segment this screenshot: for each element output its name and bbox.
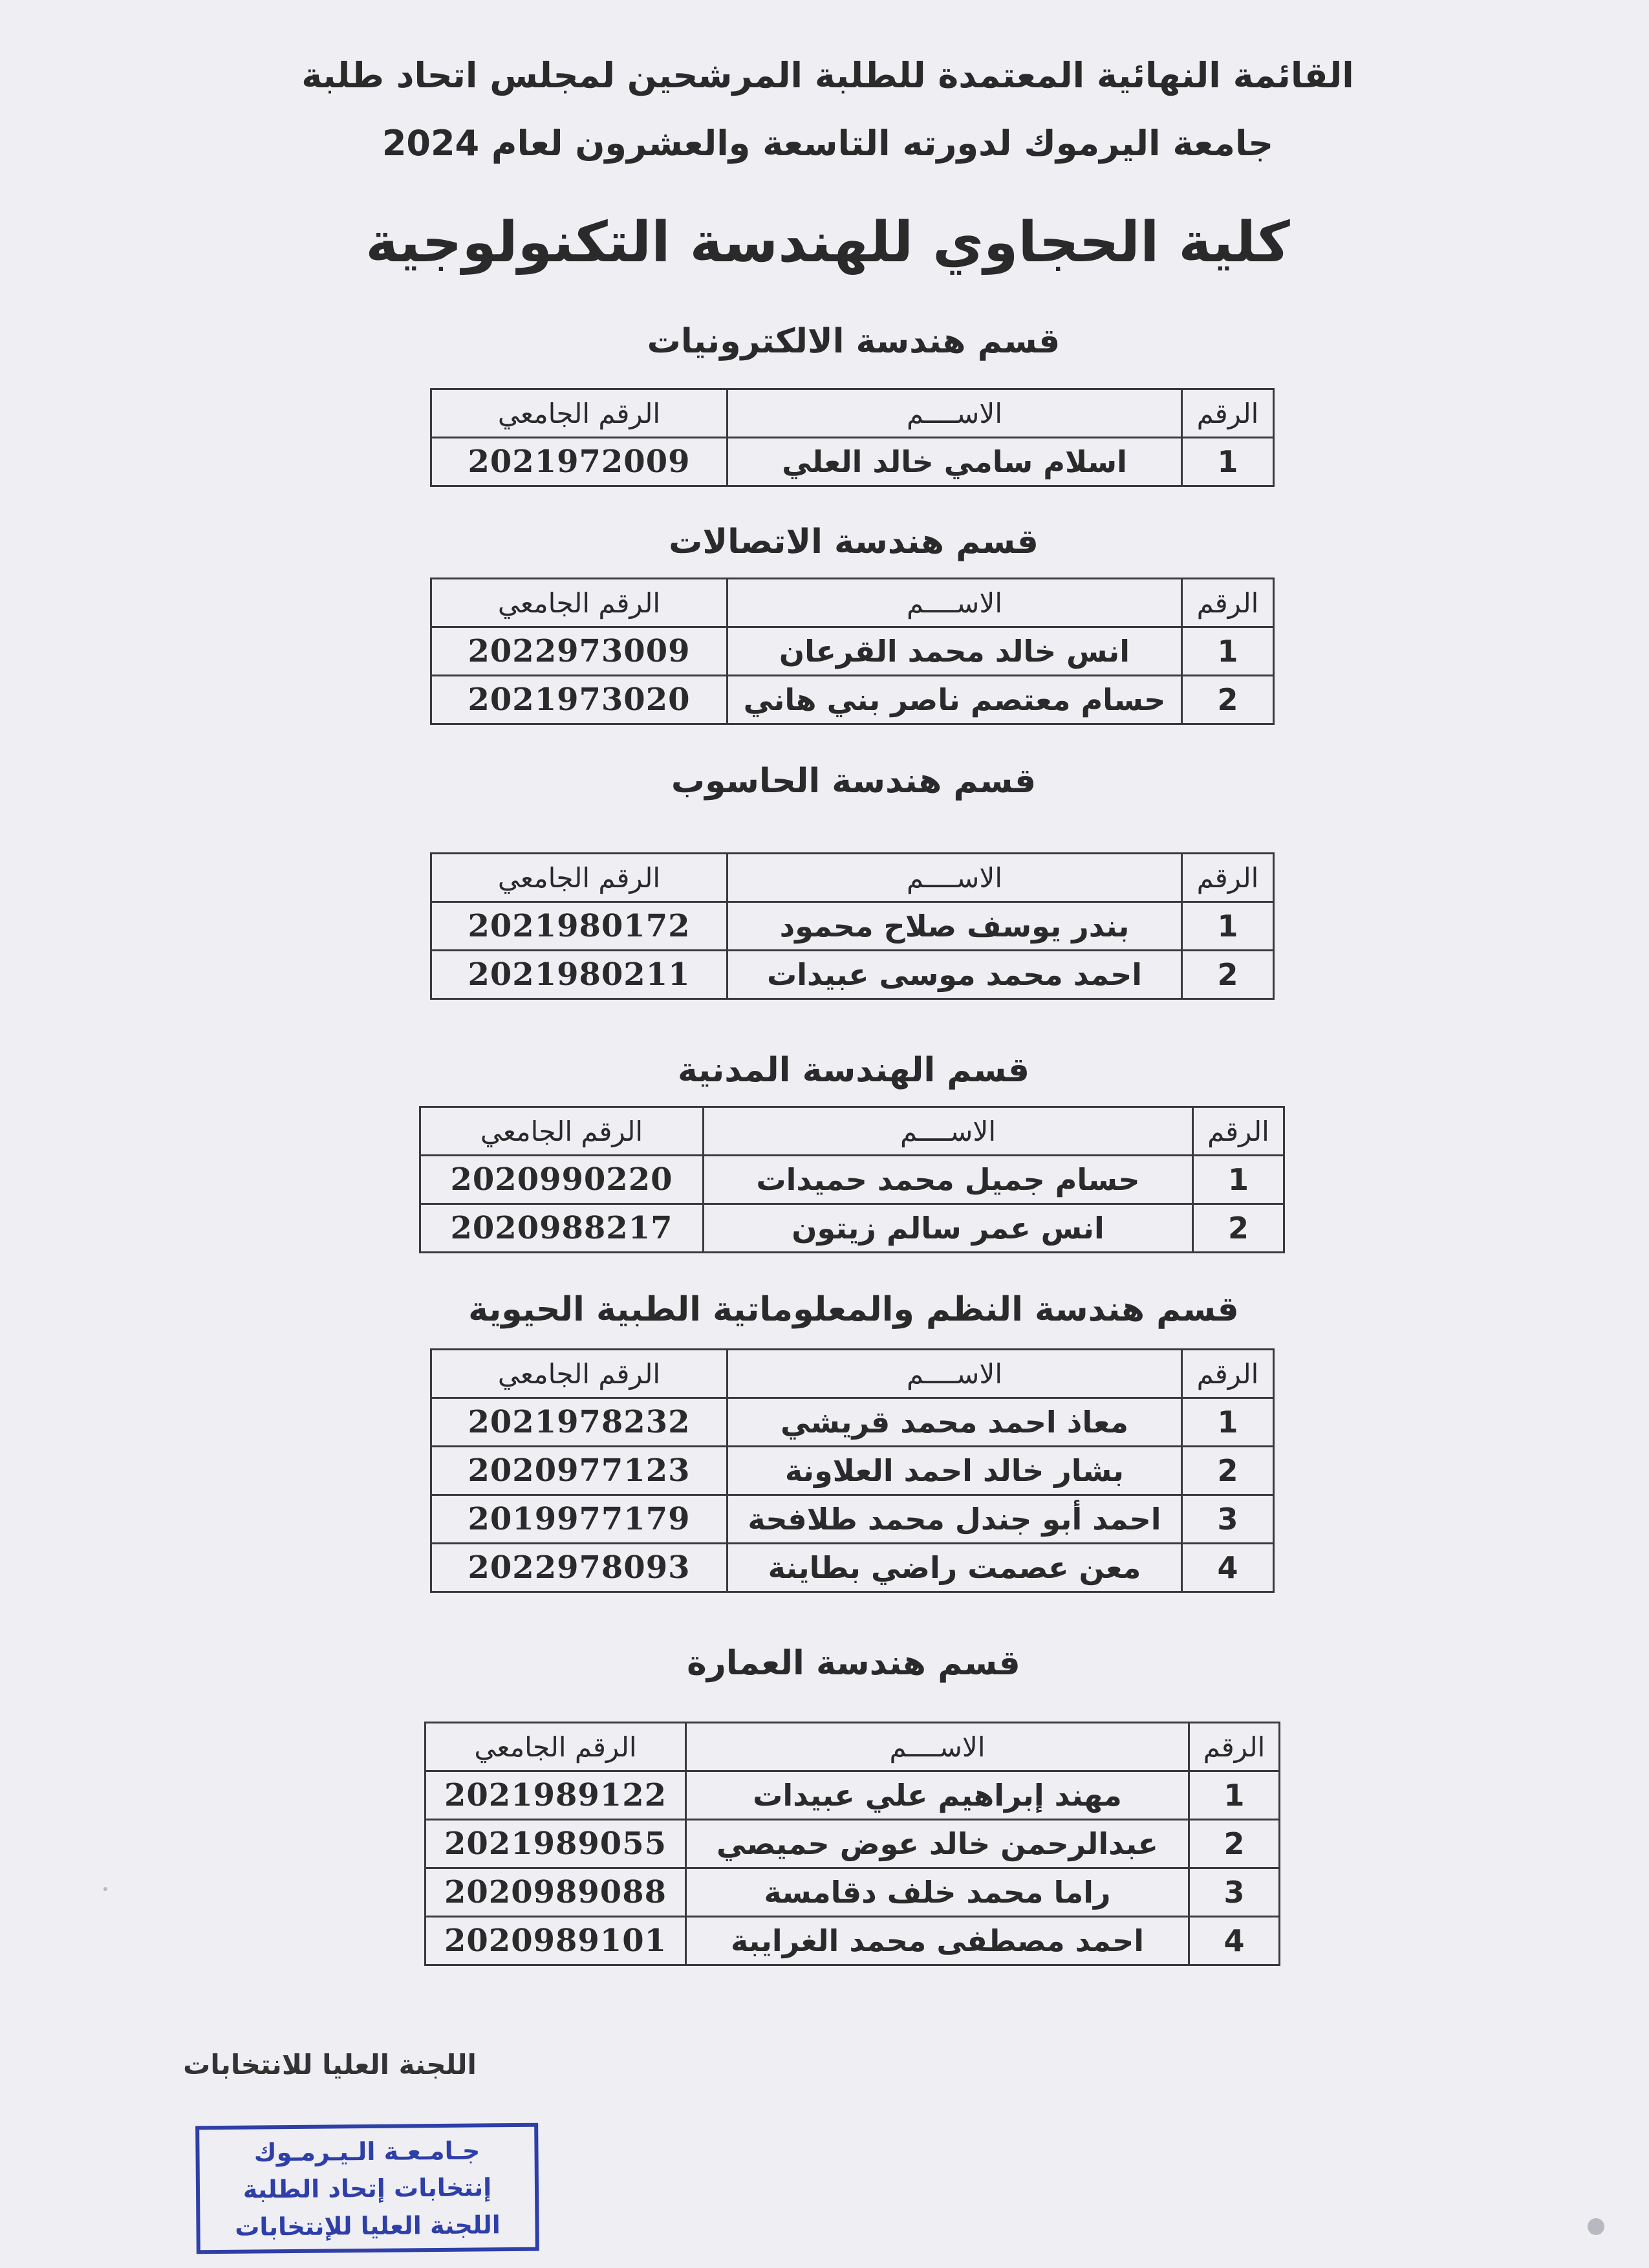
row-uid: 2021989122: [426, 1771, 686, 1820]
faculty-title: كلية الحجاوي للهندسة التكنولوجية: [365, 210, 1290, 275]
election-committee-stamp: [195, 2123, 539, 2254]
table-row: [426, 1917, 1280, 1965]
table-row: [431, 627, 1274, 676]
row-name: مهند إبراهيم علي عبيدات: [686, 1771, 1189, 1820]
col-header-uid: الرقم الجامعي: [426, 1723, 686, 1771]
table-row: [431, 951, 1274, 999]
row-name: احمد محمد موسى عبيدات: [727, 951, 1182, 999]
header-line-1: القائمة النهائية المعتمدة للطلبة المرشحين لمجلس اتحاد طلبة: [301, 55, 1354, 96]
row-name: معن عصمت راضي بطاينة: [727, 1544, 1182, 1592]
col-header-uid: الرقم الجامعي: [420, 1107, 704, 1156]
row-num: 1: [1182, 627, 1274, 676]
dept-table-civil: [419, 1106, 1285, 1253]
table-row: [431, 1398, 1274, 1447]
row-uid: 2021989055: [426, 1820, 686, 1868]
row-name: بشار خالد احمد العلاونة: [727, 1447, 1182, 1495]
dept-title-civil: قسم الهندسة المدنية: [677, 1051, 1030, 1090]
row-num: 4: [1189, 1917, 1280, 1965]
row-num: 1: [1182, 902, 1274, 951]
dept-title-biomedical: قسم هندسة النظم والمعلوماتية الطبية الحيوية: [468, 1290, 1239, 1329]
row-uid: 2020989101: [426, 1917, 686, 1965]
table-header-row: [431, 1350, 1274, 1398]
row-uid: 2021980211: [431, 951, 727, 999]
table-row: [431, 1447, 1274, 1495]
row-name: راما محمد خلف دقامسة: [686, 1868, 1189, 1917]
col-header-uid: الرقم الجامعي: [431, 854, 727, 902]
row-name: حسام جميل محمد حميدات: [704, 1156, 1193, 1204]
row-uid: 2019977179: [431, 1495, 727, 1544]
col-header-num: الرقم: [1182, 579, 1274, 627]
row-name: اسلام سامي خالد العلي: [727, 438, 1182, 486]
col-header-num: الرقم: [1182, 389, 1274, 438]
col-header-uid: الرقم الجامعي: [431, 579, 727, 627]
scan-speck: [1588, 2218, 1604, 2235]
table-row: [426, 1771, 1280, 1820]
table-row: [431, 902, 1274, 951]
col-header-name: الاســــم: [704, 1107, 1193, 1156]
row-name: انس خالد محمد القرعان: [727, 627, 1182, 676]
table-header-row: [431, 579, 1274, 627]
row-name: بندر يوسف صلاح محمود: [727, 902, 1182, 951]
row-num: 4: [1182, 1544, 1274, 1592]
row-uid: 2022978093: [431, 1544, 727, 1592]
row-name: معاذ احمد محمد قريشي: [727, 1398, 1182, 1447]
table-row: [420, 1156, 1284, 1204]
row-uid: 2022973009: [431, 627, 727, 676]
table-header-row: [426, 1723, 1280, 1771]
row-uid: 2020988217: [420, 1204, 704, 1253]
row-num: 2: [1182, 951, 1274, 999]
table-row: [426, 1820, 1280, 1868]
dept-title-communications: قسم هندسة الاتصالات: [669, 523, 1039, 561]
row-num: 1: [1193, 1156, 1284, 1204]
col-header-name: الاســــم: [727, 389, 1182, 438]
dept-table-biomedical: [430, 1348, 1275, 1593]
row-num: 2: [1182, 1447, 1274, 1495]
table-row: [420, 1204, 1284, 1253]
stamp-line-3: اللجنة العليا للإنتخابات: [235, 2210, 501, 2241]
stamp-line-2: إنتخابات إتحاد الطلبة: [242, 2173, 492, 2204]
row-uid: 2021973020: [431, 676, 727, 724]
row-num: 1: [1182, 438, 1274, 486]
scan-speck: [103, 1887, 107, 1891]
dept-title-computer: قسم هندسة الحاسوب: [671, 762, 1037, 801]
row-uid: 2020977123: [431, 1447, 727, 1495]
committee-signature-label: اللجنة العليا للانتخابات: [183, 2049, 477, 2080]
row-num: 3: [1182, 1495, 1274, 1544]
row-uid: 2020989088: [426, 1868, 686, 1917]
col-header-name: الاســــم: [727, 1350, 1182, 1398]
row-name: انس عمر سالم زيتون: [704, 1204, 1193, 1253]
table-row: [431, 1495, 1274, 1544]
col-header-name: الاســــم: [727, 579, 1182, 627]
col-header-num: الرقم: [1182, 854, 1274, 902]
col-header-name: الاســــم: [727, 854, 1182, 902]
table-header-row: [431, 389, 1274, 438]
col-header-num: الرقم: [1193, 1107, 1284, 1156]
row-num: 1: [1189, 1771, 1280, 1820]
header-line-2: جامعة اليرموك لدورته التاسعة والعشرون لعام 2024: [382, 123, 1274, 164]
table-header-row: [431, 854, 1274, 902]
col-header-uid: الرقم الجامعي: [431, 1350, 727, 1398]
row-uid: 2021978232: [431, 1398, 727, 1447]
table-row: [431, 438, 1274, 486]
col-header-num: الرقم: [1189, 1723, 1280, 1771]
row-num: 2: [1189, 1820, 1280, 1868]
row-name: احمد مصطفى محمد الغرايبة: [686, 1917, 1189, 1965]
col-header-uid: الرقم الجامعي: [431, 389, 727, 438]
table-row: [431, 676, 1274, 724]
row-num: 1: [1182, 1398, 1274, 1447]
col-header-name: الاســــم: [686, 1723, 1189, 1771]
table-header-row: [420, 1107, 1284, 1156]
dept-table-electronics: [430, 388, 1275, 487]
dept-title-electronics: قسم هندسة الالكترونيات: [647, 322, 1061, 361]
dept-table-communications: [430, 578, 1275, 725]
row-name: عبدالرحمن خالد عوض حميصي: [686, 1820, 1189, 1868]
table-row: [426, 1868, 1280, 1917]
dept-table-architecture: [424, 1722, 1280, 1966]
row-name: حسام معتصم ناصر بني هاني: [727, 676, 1182, 724]
row-num: 2: [1193, 1204, 1284, 1253]
dept-title-architecture: قسم هندسة العمارة: [687, 1644, 1020, 1683]
row-num: 2: [1182, 676, 1274, 724]
row-uid: 2021972009: [431, 438, 727, 486]
dept-table-computer: [430, 852, 1275, 1000]
col-header-num: الرقم: [1182, 1350, 1274, 1398]
stamp-line-1: جـامـعـة الـيـرمـوك: [253, 2135, 480, 2167]
row-name: احمد أبو جندل محمد طلافحة: [727, 1495, 1182, 1544]
row-uid: 2021980172: [431, 902, 727, 951]
row-uid: 2020990220: [420, 1156, 704, 1204]
table-row: [431, 1544, 1274, 1592]
row-num: 3: [1189, 1868, 1280, 1917]
